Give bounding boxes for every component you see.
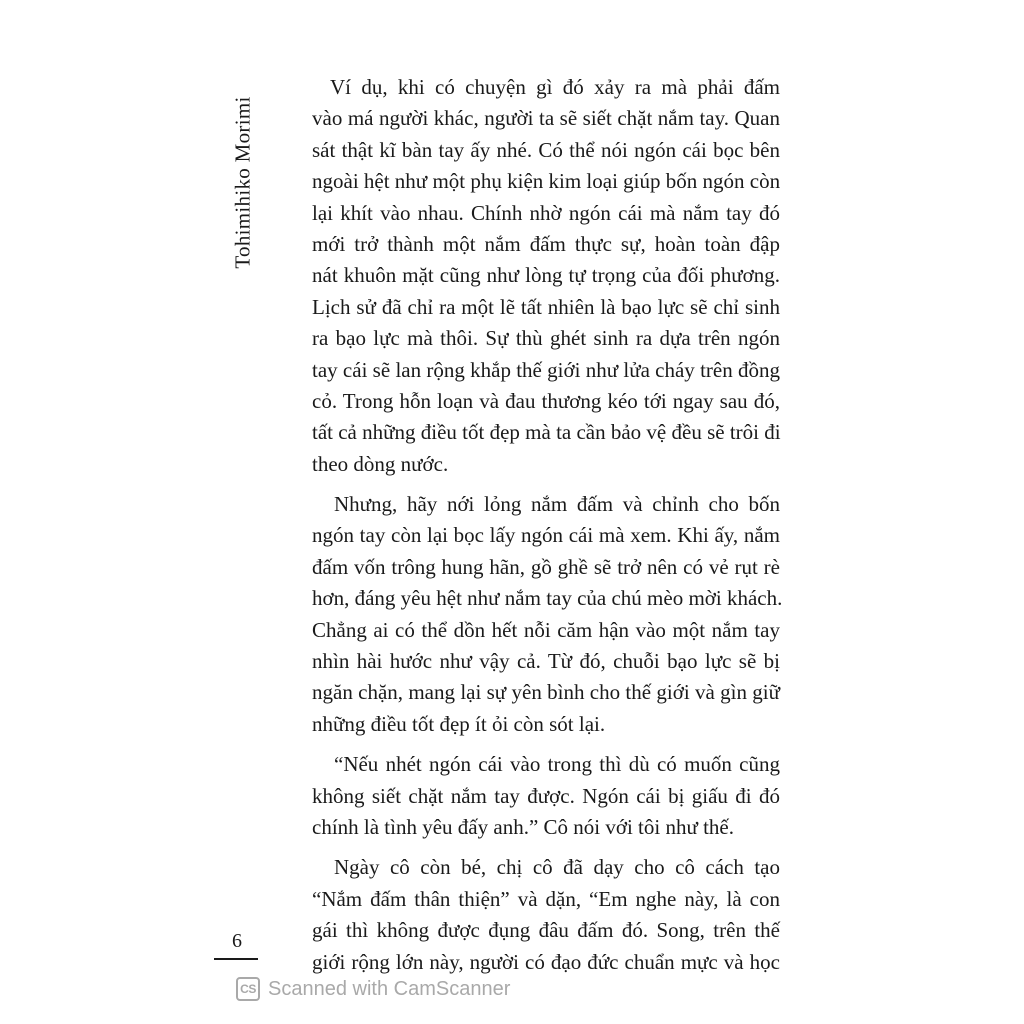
text-line: giới rộng lớn này, người có đạo đức chuẩn mực và học	[312, 949, 780, 974]
text-line: sát thật kĩ bàn tay ấy nhé. Có thể nói ngón cái bọc bên	[312, 137, 780, 162]
text-line: Ngày cô còn bé, chị cô đã dạy cho cô cách tạo	[334, 855, 780, 880]
text-line: nát khuôn mặt cũng như lòng tự trọng của đối phương.	[312, 263, 780, 288]
text-line: cỏ. Trong hỗn loạn và đau thương kéo tới ngay sau đó,	[312, 388, 780, 413]
paragraph-1	[312, 72, 780, 480]
text-line: Ví dụ, khi có chuyện gì đó xảy ra mà phải đấm	[330, 75, 780, 99]
text-line: gái thì không được đụng đâu đấm đó. Song, trên thế	[312, 918, 780, 943]
text-line: ngoài hệt như một phụ kiện kim loại giúp bốn ngón còn	[312, 169, 781, 194]
text-line: Nhưng, hãy nới lỏng nắm đấm và chỉnh cho bốn	[334, 492, 780, 517]
body-text	[312, 72, 783, 978]
text-line: tay cái sẽ lan rộng khắp thế giới như lửa cháy trên đồng	[312, 357, 780, 382]
text-line: “Nếu nhét ngón cái vào trong thì dù có muốn cũng	[334, 752, 780, 777]
text-line: tất cả những điều tốt đẹp mà ta cần bảo vệ đều sẽ trôi đi	[312, 420, 781, 445]
camscanner-logo-icon: CS	[236, 977, 260, 1001]
page-number: 6	[232, 930, 242, 952]
text-line: chính là tình yêu đấy anh.” Cô nói với tôi như thế.	[312, 814, 734, 839]
text-line: theo dòng nước.	[312, 451, 449, 476]
text-line: những điều tốt đẹp ít ỏi còn sót lại.	[312, 711, 606, 736]
text-line: mới trở thành một nắm đấm thực sự, hoàn toàn đập	[312, 231, 780, 256]
text-line: ra bạo lực mà thôi. Sự thù ghét sinh ra dựa trên ngón	[312, 326, 780, 351]
text-line: vào má người khác, người ta sẽ siết chặt nắm tay. Quan	[312, 106, 780, 131]
text-line: Lịch sử đã chỉ ra một lẽ tất nhiên là bạo lực sẽ chỉ sinh	[312, 294, 780, 319]
text-line: lại khít vào nhau. Chính nhờ ngón cái mà nắm tay đó	[312, 200, 780, 225]
text-line: Chẳng ai có thể dồn hết nỗi căm hận vào một nắm tay	[312, 617, 780, 642]
text-line: “Nắm đấm thân thiện” và dặn, “Em nghe này, là con	[312, 886, 780, 911]
paragraph-3	[312, 749, 780, 843]
paragraph-4	[312, 852, 780, 978]
text-line: đấm vốn trông hung hãn, gồ ghề sẽ trở nên có vẻ rụt rè	[312, 554, 780, 579]
author-name: Tohimihiko Morimi	[230, 95, 255, 269]
text-line: nhìn hài hước như vậy cả. Từ đó, chuỗi bạo lực sẽ bị	[312, 649, 780, 674]
text-line: hơn, đáng yêu hệt như nắm tay của chú mèo mời khách.	[312, 586, 783, 611]
text-line: ngón tay còn lại bọc lấy ngón cái mà xem. Khi ấy, nắm	[312, 523, 780, 548]
paragraph-2	[312, 489, 783, 740]
camscanner-watermark	[236, 977, 510, 1001]
running-head	[228, 72, 258, 292]
page-number-rule	[214, 958, 258, 960]
text-line: không siết chặt nắm tay được. Ngón cái bị giấu đi đó	[312, 783, 780, 808]
watermark-text: Scanned with CamScanner	[268, 977, 511, 1000]
text-line: ngăn chặn, mang lại sự yên bình cho thế giới và gìn giữ	[312, 680, 780, 705]
